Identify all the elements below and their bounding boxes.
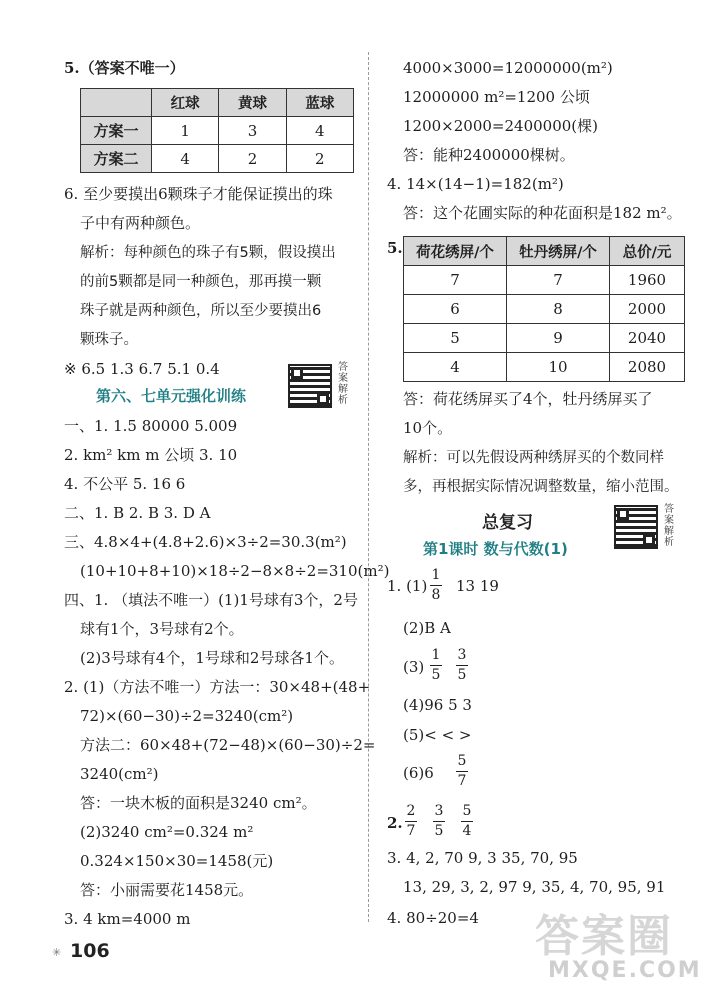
l1: 一、1. 1.5 80000 5.009 bbox=[64, 417, 238, 435]
fraction bbox=[433, 803, 445, 840]
table2-header-0: 荷花绣屏/个 bbox=[404, 237, 507, 266]
table1-cell: 4 bbox=[152, 145, 219, 173]
table2-cell: 4 bbox=[404, 353, 507, 382]
a1-rest: 13 19 bbox=[456, 577, 499, 595]
l2: 2. km² km m 公顷 3. 10 bbox=[64, 446, 238, 464]
fraction-denominator: 8 bbox=[431, 587, 441, 603]
l18: 3. 4 km=4000 m bbox=[64, 910, 191, 928]
r8: 10个。 bbox=[403, 419, 453, 437]
table2-cell: 10 bbox=[507, 353, 610, 382]
r10: 多，再根据实际情况调整数量，缩小范围。 bbox=[403, 479, 679, 495]
l6: (10+10+8+10)×18÷2−8×8÷2=310(m²) bbox=[80, 562, 390, 580]
screen-price-table bbox=[403, 236, 685, 382]
analysis-line4: 颗珠子。 bbox=[80, 332, 138, 348]
l13: 3240(cm²) bbox=[80, 765, 159, 783]
fraction bbox=[461, 803, 473, 840]
fraction-numerator: 5 bbox=[457, 753, 467, 769]
qr-code-icon[interactable] bbox=[614, 505, 658, 549]
fraction bbox=[430, 647, 442, 684]
table2-cell: 9 bbox=[507, 324, 610, 353]
table1-row1-label: 方案一 bbox=[81, 117, 152, 145]
fraction bbox=[456, 753, 468, 790]
table1-header-1: 红球 bbox=[152, 89, 219, 117]
b-prefix: 2. bbox=[387, 814, 403, 832]
fraction bbox=[430, 567, 442, 604]
table2-cell: 2040 bbox=[610, 324, 685, 353]
table1-header-0 bbox=[81, 89, 152, 117]
watermark: 答案圈 bbox=[535, 911, 673, 962]
star-icon: ✳ bbox=[52, 946, 62, 959]
l16: 0.324×150×30=1458(元) bbox=[80, 852, 274, 870]
fraction-numerator: 3 bbox=[457, 647, 467, 663]
fraction-numerator: 1 bbox=[431, 567, 441, 583]
fraction-denominator: 5 bbox=[457, 667, 467, 683]
fraction-denominator: 7 bbox=[406, 823, 416, 839]
lesson-title: 第1课时 数与代数(1) bbox=[423, 540, 568, 558]
table2-header-1: 牡丹绣屏/个 bbox=[507, 237, 610, 266]
r4: 答：能种2400000棵树。 bbox=[403, 146, 575, 164]
fraction-denominator: 5 bbox=[431, 667, 441, 683]
table2-cell: 7 bbox=[404, 266, 507, 295]
l10: 2. (1)（方法不唯一）方法一：30×48+(48+ bbox=[64, 678, 371, 696]
table2-cell: 7 bbox=[507, 266, 610, 295]
watermark-url: MXQE.COM bbox=[548, 958, 702, 983]
table1-cell: 3 bbox=[219, 117, 286, 145]
qr-label: 答案解析 bbox=[664, 504, 674, 548]
table2-cell: 1960 bbox=[610, 266, 685, 295]
l5: 三、4.8×4+(4.8+2.6)×3÷2=30.3(m²) bbox=[64, 533, 347, 551]
table2-cell: 8 bbox=[507, 295, 610, 324]
r9: 解析：可以先假设两种绣屏买的个数同样 bbox=[403, 450, 664, 466]
page-number: 106 bbox=[70, 940, 110, 962]
analysis-line3: 珠子就是两种颜色，所以至少要摸出6 bbox=[80, 303, 322, 319]
q6-line2: 子中有两种颜色。 bbox=[80, 214, 201, 232]
table2-cell: 2080 bbox=[610, 353, 685, 382]
fraction bbox=[405, 803, 417, 840]
table1-cell: 4 bbox=[286, 117, 353, 145]
l14: 答：一块木板的面积是3240 cm²。 bbox=[80, 794, 317, 812]
r7: 答：荷花绣屏买了4个，牡丹绣屏买了 bbox=[403, 390, 653, 408]
l9: (2)3号球有4个，1号球和2号球各1个。 bbox=[80, 649, 344, 667]
l4: 二、1. B 2. B 3. D A bbox=[64, 504, 211, 522]
ball-plan-table bbox=[80, 88, 354, 173]
r3: 1200×2000=2400000(棵) bbox=[403, 117, 598, 135]
l3: 4. 不公平 5. 16 6 bbox=[64, 475, 186, 493]
fraction-denominator: 5 bbox=[434, 823, 444, 839]
column-divider bbox=[368, 52, 369, 922]
r6: 答：这个花圃实际的种花面积是182 m²。 bbox=[403, 204, 682, 222]
l7: 四、1. （填法不唯一）(1)1号球有3个，2号 bbox=[64, 591, 358, 609]
qr-label: 答案解析 bbox=[338, 362, 348, 406]
l17: 答：小丽需要花1458元。 bbox=[80, 881, 254, 899]
unit-title: 第六、七单元强化训练 bbox=[96, 387, 247, 405]
table1-header-3: 蓝球 bbox=[286, 89, 353, 117]
table1-cell: 1 bbox=[152, 117, 219, 145]
a6-prefix: (6)6 bbox=[403, 764, 434, 782]
extra-answers: ※ 6.5 1.3 6.7 5.1 0.4 bbox=[64, 360, 220, 378]
c3: 4. 80÷20=4 bbox=[387, 909, 479, 927]
c1: 3. 4, 2, 70 9, 3 35, 70, 95 bbox=[387, 849, 578, 867]
a1-prefix: 1. (1) bbox=[387, 577, 428, 595]
review-title: 总复习 bbox=[482, 513, 533, 533]
table2-header-2: 总价/元 bbox=[610, 237, 685, 266]
c2: 13, 29, 3, 2, 97 9, 35, 4, 70, 95, 91 bbox=[403, 878, 666, 896]
fraction-numerator: 1 bbox=[431, 647, 441, 663]
a3-prefix: (3) bbox=[403, 658, 425, 676]
analysis-line1: 解析：每种颜色的珠子有5颗，假设摸出 bbox=[80, 245, 336, 261]
q6-line1: 6. 至少要摸出6颗珠子才能保证摸出的珠 bbox=[64, 185, 333, 203]
fraction bbox=[456, 647, 468, 684]
fraction-numerator: 2 bbox=[406, 803, 416, 819]
table1-cell: 2 bbox=[286, 145, 353, 173]
qr-code-icon[interactable] bbox=[288, 364, 332, 408]
fraction-denominator: 7 bbox=[457, 773, 467, 789]
l11: 72)×(60−30)÷2=3240(cm²) bbox=[80, 707, 294, 725]
fraction-numerator: 3 bbox=[434, 803, 444, 819]
analysis-line2: 的前5颗都是同一种颜色，那再摸一颗 bbox=[80, 274, 322, 290]
l12: 方法二：60×48+(72−48)×(60−30)÷2= bbox=[80, 736, 376, 754]
r5: 4. 14×(14−1)=182(m²) bbox=[387, 175, 564, 193]
l8: 球有1个，3号球有2个。 bbox=[80, 620, 244, 638]
fraction-denominator: 4 bbox=[462, 823, 472, 839]
a2: (2)B A bbox=[403, 619, 451, 637]
table1-header-2: 黄球 bbox=[219, 89, 286, 117]
l15: (2)3240 cm²=0.324 m² bbox=[80, 823, 254, 841]
a4: (4)96 5 3 bbox=[403, 696, 472, 714]
table1-cell: 2 bbox=[219, 145, 286, 173]
r2: 12000000 m²=1200 公顷 bbox=[403, 88, 590, 106]
r1: 4000×3000=12000000(m²) bbox=[403, 59, 613, 77]
fraction-numerator: 5 bbox=[462, 803, 472, 819]
q5-heading: 5.（答案不唯一） bbox=[64, 59, 185, 77]
table1-row2-label: 方案二 bbox=[81, 145, 152, 173]
q5-number: 5. bbox=[387, 239, 403, 257]
a5: (5)< < > bbox=[403, 726, 472, 744]
table2-cell: 2000 bbox=[610, 295, 685, 324]
table2-cell: 5 bbox=[404, 324, 507, 353]
table2-cell: 6 bbox=[404, 295, 507, 324]
